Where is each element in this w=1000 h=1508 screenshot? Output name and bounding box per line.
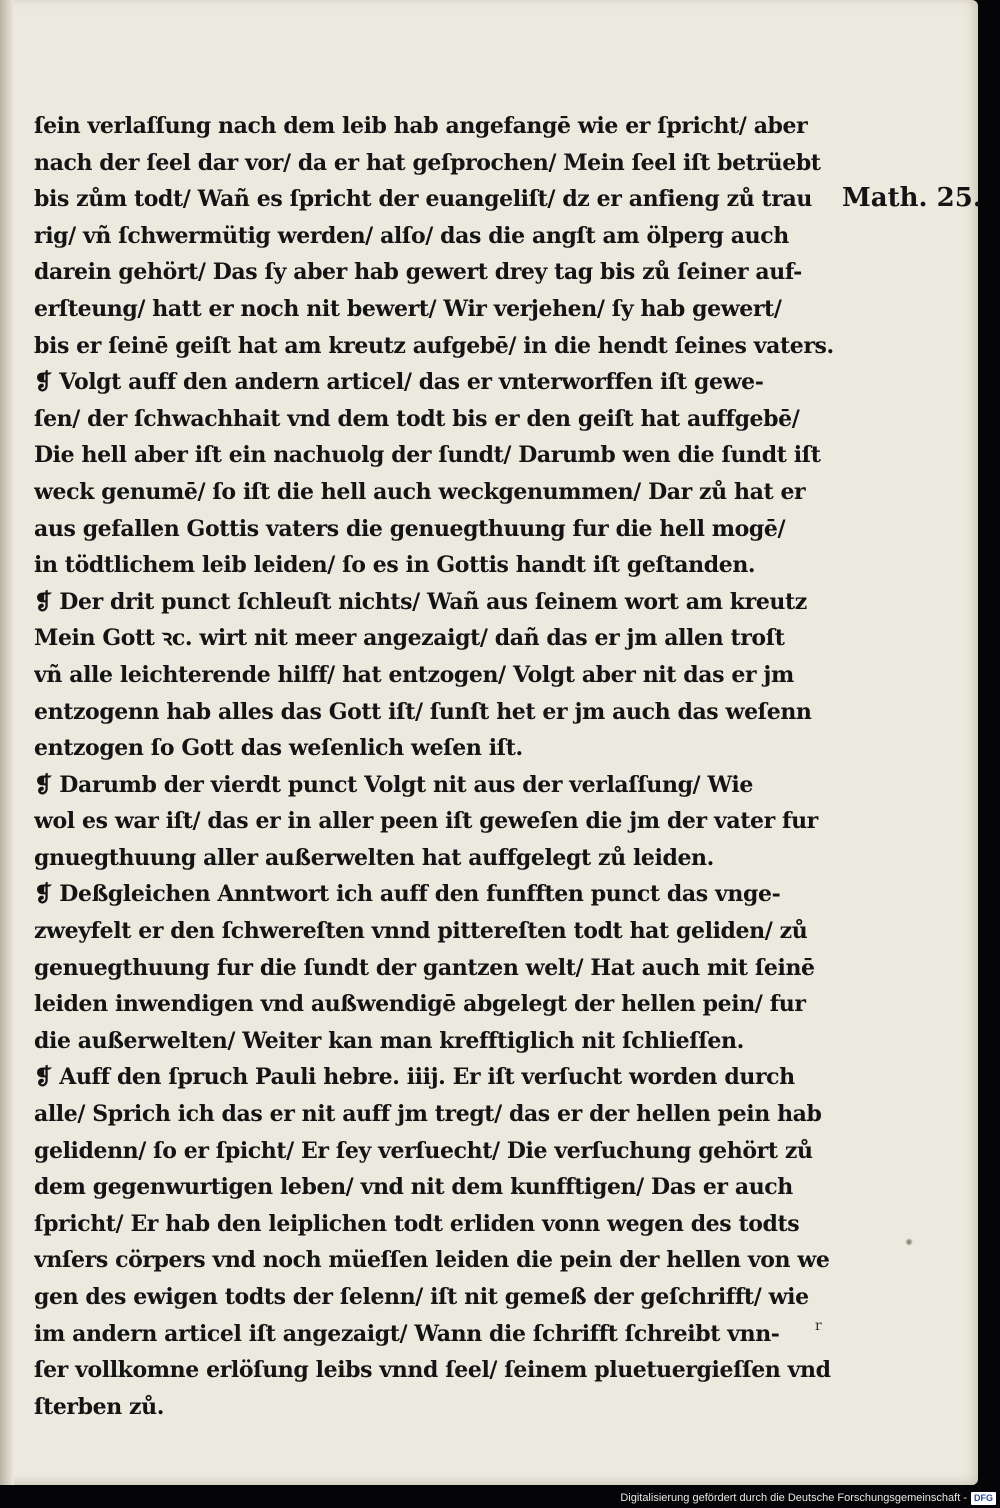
text-line: rig/ vñ ſchwermütig werden/ alſo/ das die angſt am ölperg auch [34, 222, 789, 249]
paper-speck [905, 1238, 913, 1246]
text-line: gen des ewigen todts der ſelenn/ iſt nit gemeß der geſchrifft/ wie [34, 1284, 809, 1310]
text-line: darein gehört/ Das ſy aber hab gewert drey tag bis zů ſeiner auf- [34, 259, 802, 286]
text-line: dem gegenwurtigen leben/ vnd nit dem kunfftigen/ Das er auch [34, 1174, 793, 1201]
text-line: gnuegthuung aller außerwelten hat auffgelegt zů leiden. [34, 844, 714, 871]
text-line: Die hell aber iſt ein nachuolg der ſundt/ Darumb wen die ſundt iſt [34, 442, 821, 469]
text-line: bis zům todt/ Wañ es ſpricht der euangeliſt/ dz er anfieng zů trau [34, 186, 812, 213]
page-gutter [0, 0, 14, 1485]
text-line: ſen/ der ſchwachhait vnd dem todt bis er den geiſt hat auffgebē/ [34, 405, 800, 432]
text-line: leiden inwendigen vnd außwendigē abgelegt der hellen pein/ fur [34, 991, 806, 1018]
text-line: ſterben zů. [34, 1393, 164, 1420]
text-line: ❡ Volgt auff den andern articel/ das er vnterworffen iſt gewe- [34, 369, 764, 396]
text-line: Mein Gott ꝛc. wirt nit meer angezaigt/ dañ das er jm allen troſt [34, 625, 785, 652]
footer-credit-text: Digitalisierung gefördert durch die Deutsche Forschungsgemeinschaft - [620, 1492, 967, 1504]
text-line: ſein verlaſſung nach dem leib hab angefangē wie er ſpricht/ aber [34, 113, 808, 139]
text-line: im andern articel iſt angezaigt/ Wann die ſchrifft ſchreibt vnn- [34, 1320, 780, 1347]
text-line: wol es war iſt/ das er in aller peen iſt geweſen die jm der vater fur [34, 808, 818, 835]
text-line: die außerwelten/ Weiter kan man krefftiglich nit ſchlieſſen. [34, 1027, 744, 1054]
text-line: zweyfelt er den ſchwereſten vnnd pittereſten todt hat geliden/ zů [34, 918, 808, 945]
text-line: weck genumē/ ſo iſt die hell auch weckgenummen/ Dar zů hat er [34, 478, 806, 505]
text-line: ❡ Der drit punct ſchleuſt nichts/ Wañ aus ſeinem wort am kreutz [34, 588, 807, 615]
text-line: genuegthuung fur die ſundt der gantzen welt/ Hat auch mit ſeinē [34, 954, 815, 981]
digitization-footer [620, 1490, 996, 1506]
text-line: nach der ſeel dar vor/ da er hat geſprochen/ Mein ſeel iſt betrüebt [34, 149, 821, 176]
marginal-note: Math. 25. [842, 183, 982, 213]
text-line: bis er ſeinē geiſt hat am kreutz aufgebē/ in die hendt ſeines vaters. [34, 332, 834, 359]
text-line: in tödtlichem leib leiden/ ſo es in Gottis handt iſt geſtanden. [34, 552, 756, 579]
text-line: aus gefallen Gottis vaters die genuegthuung fur die hell mogē/ [34, 515, 786, 542]
body-text [34, 108, 834, 1425]
text-line: vnſers cörpers vnd noch müeſſen leiden die pein der hellen von we [34, 1247, 830, 1274]
dfg-logo-icon: DFG [971, 1492, 996, 1505]
text-line: ❡ Auff den ſpruch Pauli hebre. iiij. Er iſt verſucht worden durch [34, 1064, 795, 1091]
signature-mark: r [815, 1318, 822, 1334]
text-line: ❡ Darumb der vierdt punct Volgt nit aus der verlaſſung/ Wie [34, 771, 753, 798]
text-line: ❡ Deßgleichen Anntwort ich auff den funfften punct das vnge- [34, 881, 781, 908]
text-line: ſpricht/ Er hab den leiplichen todt erliden vonn wegen des todts [34, 1210, 800, 1237]
text-line: vñ alle leichterende hilff/ hat entzogen/ Volgt aber nit das er jm [34, 661, 794, 688]
text-line: alle/ Sprich ich das er nit auff jm tregt/ das er der hellen pein hab [34, 1101, 822, 1128]
text-line: entzogenn hab alles das Gott iſt/ ſunſt het er jm auch das weſenn [34, 698, 812, 725]
text-line: gelidenn/ ſo er ſpicht/ Er ſey verſuecht/ Die verſuchung gehört zů [34, 1137, 813, 1164]
text-line: erſteung/ hatt er noch nit bewert/ Wir verjehen/ ſy hab gewert/ [34, 295, 782, 322]
text-line: ſer vollkomne erlöſung leibs vnnd ſeel/ ſeinem pluetuergieſſen vnd [34, 1357, 831, 1384]
text-line: entzogen ſo Gott das weſenlich weſen iſt. [34, 735, 523, 762]
